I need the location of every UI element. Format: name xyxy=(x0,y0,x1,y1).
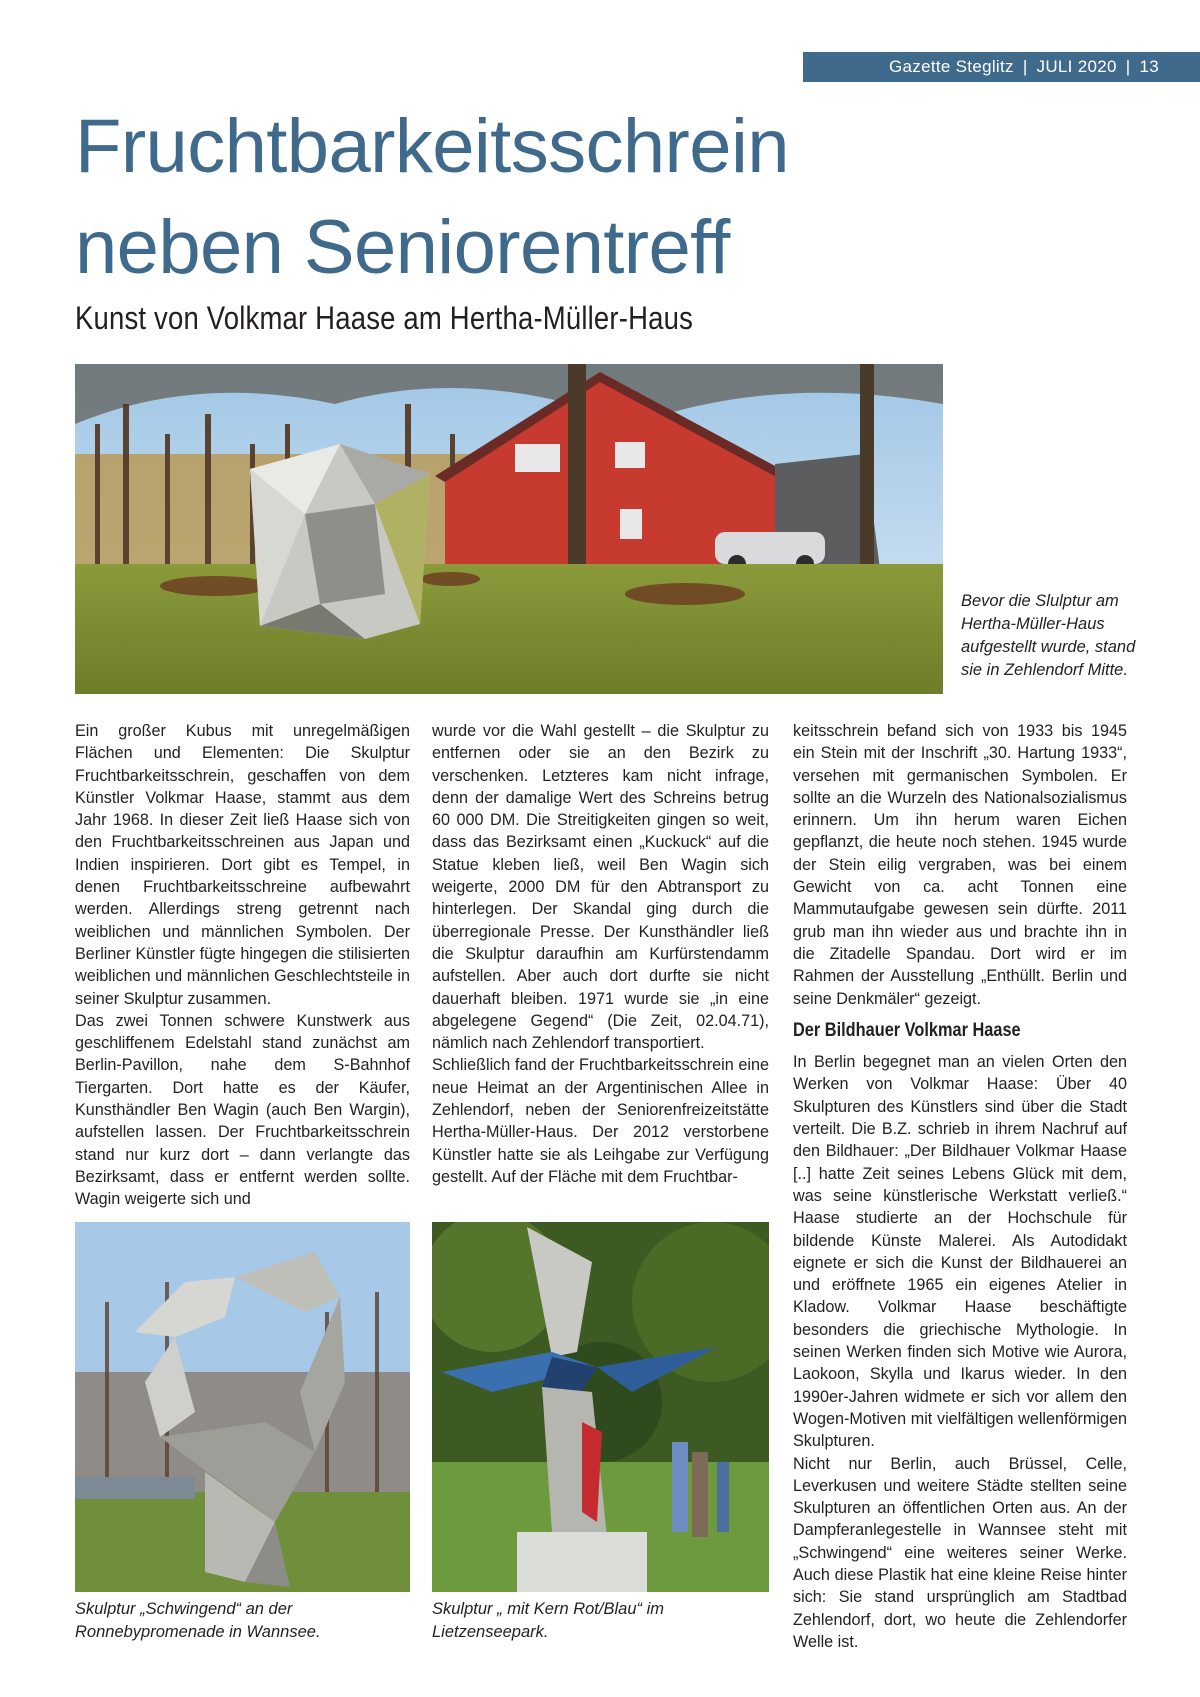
main-photo-caption: Bevor die Slulptur am Hertha-Müller-Haus aufgestellt wurde, stand sie in Zehlendorf Mitte. xyxy=(961,592,1136,679)
main-photo-sculpture-red-house xyxy=(75,364,943,694)
photo-sculpture-schwingend xyxy=(75,1222,410,1592)
page-number: 13 xyxy=(1139,57,1159,76)
header-separator: | xyxy=(1125,57,1131,76)
article-subtitle: Kunst von Volkmar Haase am Hertha-Müller-Haus xyxy=(75,300,694,336)
photo-caption-schwingend: Skulptur „Schwingend“ an der Ronnebypromenade in Wannsee. xyxy=(75,1600,321,1641)
header-separator: | xyxy=(1022,57,1028,76)
paragraph: Schließlich fand der Fruchtbarkeitsschrein eine neue Heimat an der Argentinischen Allee in Zehlendorf, neben der Seniorenfreizeitstätte Hertha-Müller-Haus. Der 2012 verstorbene Künstler hatte sie als Leihgabe zur Verfügung gestellt. Auf der Fläche mit dem Fruchtbar- xyxy=(432,1056,769,1186)
paragraph: wurde vor die Wahl gestellt – die Skulptur zu entfernen oder sie an den Bezirk zu verschenken. Letzteres kam nicht infrage, denn der damalige Wert des Schreins betrug 60 000 DM. Die Streitigkeiten gingen so weit, dass das Bezirksamt einen „Kuckuck“ auf die Statue kleben ließ, weil Ben Wagin sich weigerte, 2000 DM für den Abtransport zu hinterlegen. Der Skandal ging durch die überregionale Presse. Der Kunsthändler ließ die Skulptur daraufhin am Kurfürstendamm aufstellen. Aber auch dort durfte sie nicht dauerhaft bleiben. 1971 wurde sie „in eine abgelegene Gegend“ (Die Zeit, 02.04.71), nämlich nach Zehlendorf transportiert. xyxy=(432,722,769,1053)
paragraph: keitsschrein befand sich von 1933 bis 1945 ein Stein mit der Inschrift „30. Hartung 1933“, versehen mit germanischen Symbolen. Er sollte an die Wurzeln des Nationalsozialismus erinnern. Um ihn herum waren Eichen gepflanzt, die heute noch stehen. 1945 wurde der Stein eilig vergraben, was bei einem Gewicht von ca. acht Tonnen eine Mammutaufgabe gewesen sein dürfte. 2011 grub man ihn wieder aus und brachte ihn in die Zitadelle Spandau. Dort wird er im Rahmen der Ausstellung „Enthüllt. Berlin und seine Denkmäler“ gezeigt. xyxy=(793,722,1127,1008)
article-title xyxy=(75,96,789,298)
publication-name: Gazette Steglitz xyxy=(889,57,1014,76)
paragraph: Nicht nur Berlin, auch Brüssel, Celle, Leverkusen und weitere Städte stellten seine Skulpturen an öffentlichen Orten aus. An der Dampferanlegestelle in Wannsee steht mit „Schwingend“ eine weiteres seiner Werke. Auch diese Plastik hat eine kleine Reise hinter sich: Sie stand ursprünglich am Stadtbad Zehlendorf, dort, wo heute die Zehlendorfer Welle ist. xyxy=(793,1454,1127,1651)
title-line-2: neben Seniorentreff xyxy=(75,205,730,290)
issue-date: JULI 2020 xyxy=(1036,57,1117,76)
page-header-bar xyxy=(803,52,1200,82)
photo-sculpture-kern-rot-blau xyxy=(432,1222,769,1592)
photo-caption-kern-rot-blau: Skulptur „ mit Kern Rot/Blau“ im Lietzenseepark. xyxy=(432,1600,664,1641)
paragraph: Das zwei Tonnen schwere Kunstwerk aus geschliffenem Edelstahl stand zunächst am Berlin-Pavillon, nahe dem S-Bahnhof Tiergarten. Dort hatte es der Käufer, Kunsthändler Ben Wagin (auch Ben Wargin), aufstellen lassen. Der Fruchtbarkeitsschrein stand nur kurz dort – dann verlangte das Bezirksamt, dass er entfernt werden sollte. Wagin weigerte sich und xyxy=(75,1011,410,1209)
article-column-2 xyxy=(432,720,769,1188)
article-column-1 xyxy=(75,720,410,1211)
section-subheading: Der Bildhauer Volkmar Haase xyxy=(793,1019,1021,1041)
paragraph: Ein großer Kubus mit unregelmäßigen Flächen und Elementen: Die Skulptur Fruchtbarkeitsschrein, geschaffen von dem Künstler Volkmar Haase, stammt aus dem Jahr 1968. In dieser Zeit ließ Haase sich von den Fruchtbarkeitsschreinen aus Japan und Indien inspirieren. Dort gibt es Tempel, in denen Fruchtbarkeitsschreine aufbewahrt werden. Allerdings streng getrennt nach weiblichen und männlichen Symbolen. Der Berliner Künstler fügte hingegen die stilisierten weiblichen und männlichen Geschlechtsteile in seiner Skulptur zusammen. xyxy=(75,722,410,1008)
paragraph: In Berlin begegnet man an vielen Orten den Werken von Volkmar Haase: Über 40 Skulpturen des Künstlers sind über die Stadt verteilt. Die B.Z. schrieb in ihrem Nachruf auf den Bildhauer: „Der Bildhauer Volkmar Haase [..] hatte Zeit seines Lebens Glück mit dem, was seine künstlerische Werkstatt verließ.“ Haase studierte an der Hochschule für bildende Künste Malerei. Als Autodidakt eignete er sich die Kunst der Bildhauerei an und eröffnete 1965 ein eigenes Atelier in Kladow. Volkmar Haase beschäftigte besonders die griechische Mythologie. In seinen Werken finden sich Motive wie Aurora, Laokoon, Skylla und Ikarus wieder. In den 1990er-Jahren widmete er sich vor allem den Wogen-Motiven mit vielfältigen wellenförmigen Skulpturen. xyxy=(793,1053,1127,1451)
title-line-1: Fruchtbarkeitsschrein xyxy=(75,104,789,189)
article-column-3 xyxy=(793,720,1127,1653)
